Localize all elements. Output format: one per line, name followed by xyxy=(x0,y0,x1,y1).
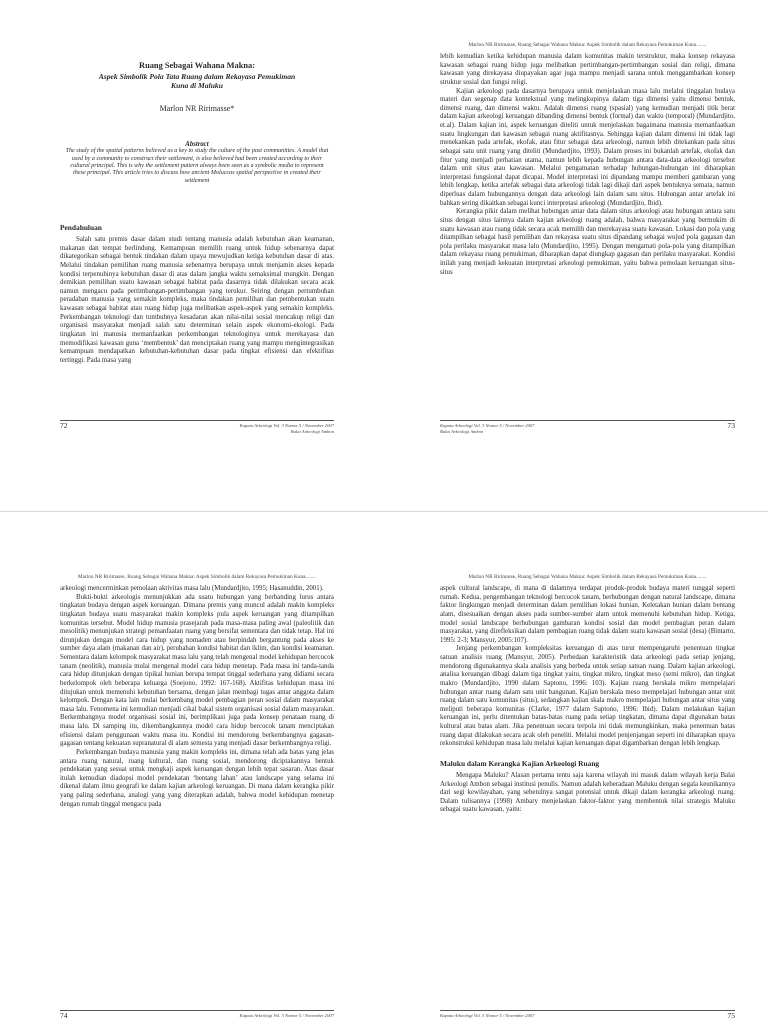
page-74 xyxy=(0,512,384,1024)
abstract-heading: Abstract xyxy=(185,141,209,149)
article-subtitle-line-2: Kuna di Maluku xyxy=(171,80,223,90)
article-title: Ruang Sebagai Wahana Makna: xyxy=(139,61,255,70)
page-number: 75 xyxy=(727,1011,735,1020)
paragraph: Salah satu premis dasar dalam studi tentang manusia adalah kebutuhan akan keamanan, makanan dan tempat berlindung. Kemampuan memilih ruang untuk hidup sebenarnya dapat dikategorikan sebagai bentuk tindakan dalam upaya mewujudkan ketiga kebutuhan dasar di atas. Melalui tindakan pemilihan ruang manusia sebenarnya berupaya untuk menjamin akses kepada kondisi terpenuhinya kebutuhan dasar di atas dalam jangka waktu semaksimal mungkin. Dengan demikian pemilihan suatu kawasan sebagai habitat pada dasarnya tidak dilakukan secara acak namun mengacu pada pertimbangan-pertimbangan yang terukur. Seiring dengan pertumbuhan peradaban manusia yang semakin kompleks, maka tindakan pemilihan dan pembentukan suatu kawasan sebagai habitat atau ruang hidup juga melibatkan aspek-aspek yang semakin kompleks. Perkembangan teknologi dan tumbuhnya kesadaran akan nilai-nilai sosial mencakup religi dan organisasi masyarakat menjadi salah satu determinan selain aspek ekonomi-ekologi. Pada tingkatan ini manusia memanfaatkan perkembangan teknologinya untuk merekayasa dan memodifikasi kawasan guna ‘membentuk’ dan menciptakan ruang yang mampu mengintegrasikan kemampuan mendapatkan kebutuhan-kebutuhan dasar pada tingkat efisiensi dan efektifitas tertinggi. Pada masa yang xyxy=(60,236,334,364)
page-72 xyxy=(0,0,384,512)
section-heading-pendahuluan: Pendahuluan xyxy=(60,223,102,233)
paragraph: arkeologi mencerminkan pemolaan aktivitas masa lalu (Mundardjito, 1995; Hasanuddin, 2001). xyxy=(60,585,324,592)
page-73 xyxy=(384,0,768,512)
running-head: Marlon NR Ririmasse, Ruang Sebagai Wahana Makna: Aspek Simbolik dalam Rekayasa Pemukiman Kuna........ xyxy=(468,42,707,48)
footer-journal: Kapata Arkeologi Vol. 3 Nomor 5 / November 2007 xyxy=(239,423,334,428)
running-head: Marlon NR Ririmasse, Ruang Sebagai Wahana Makna: Aspek Simbolik dalam Rekayasa Pemukiman Kuna........ xyxy=(77,574,317,580)
footer-rule xyxy=(440,1010,735,1011)
running-head: Marlon NR Ririmasse, Ruang Sebagai Wahana Makna: Aspek Simbolik dalam Rekayasa Pemukiman Kuna........ xyxy=(468,574,707,580)
abstract-text: The study of the spatial patterns believed as a key to study the culture of the past communities. A model that used by a community to construct their settlement, is also believed had been created according to their cultural principal. This is why the settlement pattern always been seen as a symbolic media to represent these principal. This article tries to discuss how ancient Moluccas spatial perspective in created their settlement xyxy=(65,148,329,184)
page-footer xyxy=(0,1010,384,1020)
section-heading-maluku: Maluku dalam Kerangka Kajian Arkeologi Ruang xyxy=(440,758,600,768)
paragraph: aspek cultural landscape, di mana di dalamnya terdapat produk-produk budaya materi tunggal seperti rumah. Kedua, pengembangan teknologi bercocok tanam, berhubungan dengan natural landscape, dimana faktor lingkungan menjadi determinan dalam pemilihan lokasi hunian. Keletakan hunian dalam bentang alam, disesuaikan dengan akses pada sumber-sumber alam untuk memenuhi kebutuhan hidup. Ketiga, model sosial landscape berhubungan gambaran kondisi sosial dan model pembagian peran dalam masyarakat, yang direfleksikan dalam pembagian ruang tidak dalam suatu kawasan sosial (desa) (Bintarto, 1995: 2-3; Mansyur, 2005:107). xyxy=(440,585,735,644)
footer-journal: Kapata Arkeologi Vol. 3 Nomor 5 / November 2007 xyxy=(440,423,535,428)
footer-journal: Kapata Arkeologi Vol. 3 Nomor 5 / November 2007 xyxy=(239,1013,334,1018)
footer-institution: Balai Arkeologi Ambon xyxy=(290,429,334,434)
paragraph: Kajian arkeologi pada dasarnya berupaya untuk menjelaskan masa lalu melalui tinggalan budaya materi dan segenap data kontekstual yang melingkupinya dalam tiga dimensi yaitu dimensi bentuk, dimensi ruang, dan dimensi waktu. Adalah dimensi ruang (spasial) yang kemudian menjadi titik berat dalam kajian arkeologi keruangan dibanding dimensi bentuk (formal) dan waktu (temporal) (Mundardjito, et.al). Dalam kajian ini, aspek keruangan diteliti untuk menjelaskan bagaimana manusia memanfaatkan suatu lingkungan dan kawasan sebagai ruang aktifitasnya. Sehingga kajian dalam dimensi ini tidak lagi menekankan pada artefak, ekofak, atau fitur sebagai data arkeologi, namun lebih ditekankan pada situs sebagai satu unit ruang yang diteliti (Mundardjito, 1993). Dalam proses ini bukanlah artefak, ekofak dan fitur yang menjadi perhatian utama, namun lebih kepada hubungan antara data-data arkeologi tersebut dalam unit situs atau kawasan. Melalui pengamatan terhadap hubungan-hubungan ini diharapkan interpretasi fungsional dapat dicapai. Model interpretasi ini dipandang mampu memberi gambaran yang lebih lengkap, ketika artefak sebagai data arkeologi tidak lagi dikaji dari aspek bentuknya semata, namun diperluas dalam hubungannya dengan data arkeologi lain dalam satu situs. Hubungan antar artefak ini bahkan sering dikaitkan sebagai kunci interpretasi arkeologi (Mundardjito, Ibid). xyxy=(440,87,735,207)
footer-institution: Balai Arkeologi Ambon xyxy=(440,429,484,434)
footer-rule xyxy=(60,1010,334,1011)
page-footer xyxy=(0,420,384,434)
page-number: 74 xyxy=(60,1011,68,1020)
paragraph: Kerangka pikir dalam melihat hubungan antar data dalam situs arkeologi atau hubungan antara satu situs dengan situs lainnya dalam kajian arkeologi ruang adalah, bahwa masyarakat yang bermukim di suatu kawasan atau ruang tidak secara acak memilih dan merekayasa suatu kawasan. Lokasi dan pola yang ditampilkan sebagai hasil pemilihan dan rekayasa suatu situs dipandang sebagai wujud pola gagasan dan pola perilaku masyarakat masa lalu (Mundardjito, 1995). Dengan mengamati pola-pola yang ditampilkan dalam rekayasa ruang pemukiman, diharapkan dapat diungkap gagasan dan perilaku masyarakat. Kondisi inilah yang menjadi kekuatan interpretasi arkeologi pemukiman, yaitu bahwa pemolaan keruangan situs-situs xyxy=(440,208,735,276)
footer-rule xyxy=(440,420,735,421)
paragraph: lebih kemudian ketika kehidupan manusia dalam komunitas makin terstruktur, maka konsep rekayasa kawasan sebagai ruang hidup juga melibatkan pertimbangan-pertimbangan sosial dan religi, dimana kawasan yang direkayasa diupayakan agar juga mampu menjadi sarana untuk menggambarkan konsep struktur sosial dan fungsi religi. xyxy=(440,53,735,86)
page-number: 72 xyxy=(60,421,68,430)
page-75 xyxy=(384,512,768,1024)
footer-journal: Kapata Arkeologi Vol. 3 Nomor 5 / November 2007 xyxy=(440,1013,535,1018)
page-footer xyxy=(384,1010,768,1020)
paragraph: Jenjang perkembangan kompleksitas keruangan di atas turut mempengaruhi penentuan tingkat satuan analisis ruang (Mansyur, 2005). Perbedaan karakteristik data arkeologi pada setiap jenjang, mendorong digunakannya skala analisis yang berbeda untuk setiap satuan ruang. Dalam kajian arkeologi, analisa keruangan dibagi dalam tiga tingkat yaitu, tingkat mikro, tingkat meso (semi mikro), dan tingkat makro (Mundardjito, 1990 dalam Saptono, 1996: 103). Kajian ruang berskala mikro mempelajari hubungan antar ruang dalam satu unit bangunan. Kajian berskala meso mempelajari hubungan antar unit ruang dalam satu komunitas (situs), sedangkan kajian skala makro mempelajari hubungan antar situs yang meliputi beberapa komunitas (Clarke, 1977 dalam Saptono, 1996: Ibid). Dalam melakukan kajian keruangan ini, perlu ditentukan batas-batas ruang pada setiap tingkatan, dimana dapat digunakan batas kultural atau batas alam. Jika penentuan secara terpola ini tidak memungkinkan, maka penentuan batas ruang dapat dilakukan secara acak oleh peneliti. Melalui model penjenjangan seperti ini diharapkan upaya rekonstruksi kehidupan masa lalu melalui kajian keruangan dapat digambarkan dengan lebih lengkap. xyxy=(440,645,735,748)
page-number: 73 xyxy=(727,421,735,430)
paragraph: Mengapa Maluku? Alasan pertama tentu saja karena wilayah ini masuk dalam wilayah kerja Balai Arkeologi Ambon sebagai institusi penulis. Namun adalah keberadaan Maluku dengan segala keunikannya dari segi kewilayahan, yang sebetulnya sangat potensial untuk dikaji dalam kerangka arkeologi ruang. Dalam tulisannya (1998) Ambary menjelaskan faktor-faktor yang membentuk nilai strategis Maluku sebagai suatu kawasan, yaitu: xyxy=(440,771,735,814)
author-name: Marlon NR Ririmasse* xyxy=(159,104,235,114)
paragraph: Perkembangan budaya manusia yang makin kompleks ini, dimana telah ada batas yang jelas antara ruang natural, ruang kultural, dan ruang sosial, mendorong diciptakannya bentuk pendekatan yang sesuai untuk mengkaji aspek keruangan dengan lebih tepat sasaran. Atas dasar itulah kemudian diadopsi model pendekatan ‘bentang lahan’ atau landscape yang selama ini dikenal dalam ilmu geografi ke dalam kajian arkeologi keruangan. Di mana dalam kerangka pikir yang paling sederhana, analogi yang yang diterapkan adalah, bahwa model kehidupan menetap dengan rumah tinggal mengacu pada xyxy=(60,748,334,808)
footer-rule xyxy=(60,420,334,421)
paragraph: Bukti-bukti arkeologis menunjukkan ada suatu hubungan yang berbanding lurus antara tingkatan budaya dengan aspek keruangan. Dimana premis yang muncul adalah makin kompleks tingkatan budaya suatu masyarakat makin kompleks pula aspek keruangan yang ditampilkan komunitas tersebut. Model hidup manusia prasejarah pada masa-masa paling awal (paleolitik dan mesolitik) menunjukan strategi pemanfaatan ruang yang bersifat sementara dan tidak tetap. Hal ini dirunjukan dengan model cara hidup yang nomaden atau berpindah bergantung pada akses ke sumber daya alam (makanan dan air), perubahan kondisi habitat dan iklim, dan kondisi keamanan. Sementara dalam kelompok masyarakat masa lalu yang telah mengenal model kehidupan bercocok tanam (neolitik), manusia mulai mengenal model cara hidup menetap. Pada masa ini tanda-tanda cara hidup ditunjukan dengan tipikal hunian berupa tempat tinggal sederhana yang didiami secara berkelompok oleh beberapa keluarga (Soejono, 1992: 167-168). Aktifitas kehidupan masa ini ditujukan untuk memenuhi kebutuhan bersama, dengan jalan membagi tugas antar anggota dalam kelompok. Dengan kata lain mulai berkembang model pembagian peran sosial dalam masyarakat masa lalu. Fenomena ini kemudian menjadi cikal bakal sistem organisasi sosial dalam masyarakat. Berkembangnya model organisasi sosial ini, berimplikasi juga pada konsep penataan ruang di masa lalu. Di samping itu, dikembangkannya model cara hidup bercocok tanam menciptakan efisiensi dalam penggunaan waktu masa itu. Kondisi ini mendorong berkembangnya gagasan-gagasan tentang kekuatan supranatural di alam semesta yang menjadi dasar berkembangnya religi. xyxy=(60,593,334,748)
page-footer xyxy=(384,420,768,434)
article-subtitle-line-1: Aspek Simbolik Pola Tata Ruang dalam Rekayasa Pemukiman xyxy=(98,71,296,81)
